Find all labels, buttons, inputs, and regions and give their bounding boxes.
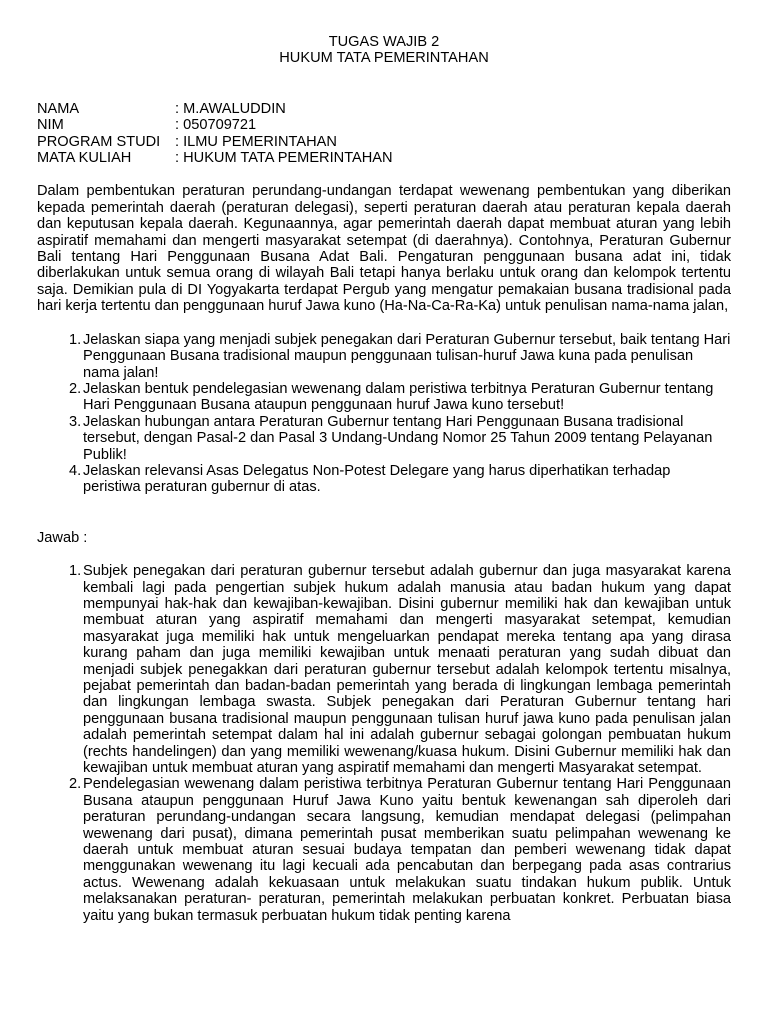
answer-heading: Jawab : bbox=[37, 529, 88, 546]
question-text: Jelaskan siapa yang menjadi subjek penegakan dari Peraturan Gubernur tersebut, baik tentang Hari Penggunaan Busana tradisional maupun penggunaan tulisan-huruf Jawa kuna pada penulisan nama jalan! bbox=[83, 331, 731, 381]
title-line-2: HUKUM TATA PEMERINTAHAN bbox=[279, 50, 489, 67]
question-text: Jelaskan hubungan antara Peraturan Gubernur tentang Hari Penggunaan Busana tradisional tersebut, dengan Pasal-2 dan Pasal 3 Undang-Undang Nomor 25 Tahun 2009 tentang Pelayanan Publik! bbox=[83, 413, 713, 463]
question-number: 3. bbox=[69, 413, 82, 430]
answer-number: 2. bbox=[69, 776, 82, 793]
answer-number: 1. bbox=[69, 563, 82, 580]
answer-item bbox=[37, 776, 731, 924]
title-line-1: TUGAS WAJIB 2 bbox=[328, 34, 440, 50]
answer-text: Subjek penegakan dari peraturan gubernur tersebut adalah gubernur dan juga masyarakat karena kembali lagi pada pengertian subjek hukum adalah manusia atau badan hukum yang dapat mempunyai hak-hak dan kewajiban-kewajiban. Disini gubernur memiliki hak dan kewajiban untuk membuat aturan yang aspiratif memahami dan mengerti masyarakat setempat, kemudian masyarakat juga memiliki hak untuk mengeluarkan pendapat mereka tentang apa yang dirasa kurang paham dan juga memiliki kewajiban untuk menaati peraturan yang sudah dibuat dan menjadi subjek penegakkan dari peraturan gubernur tersebut adalah kelompok tertentu misalnya, pejabat pemerintah dan badan-badan pemerintah yang berada di lingkungan lembaga pemerintah dan lingkungan lembaga swasta. Subjek penegakan dari Peraturan Gubernur tentang hari penggunaan busana tradisional maupun penggunaan tulisan huruf jawa kuno pada penulisan jalan adalah pemerintah setempat dalam hal ini adalah gubernur sebagai golongan pembuatan hukum (rechts handelingen) dan yang memiliki wewenang/kuasa hukum. Disini Gubernur memiliki hak dan kewajiban untuk membuat aturan yang aspiratif memahami dan mengerti Masyarakat setempat. bbox=[83, 563, 731, 777]
info-label: PROGRAM STUDI bbox=[37, 133, 161, 150]
question-number: 1. bbox=[69, 331, 82, 348]
info-label: MATA KULIAH bbox=[37, 150, 132, 167]
question-number: 4. bbox=[69, 462, 82, 479]
question-number: 2. bbox=[69, 380, 82, 397]
info-value: : ILMU PEMERINTAHAN bbox=[175, 133, 337, 150]
info-row-nama bbox=[37, 101, 731, 117]
question-item bbox=[37, 463, 731, 496]
question-item bbox=[37, 381, 731, 414]
info-row-mata-kuliah bbox=[37, 150, 731, 166]
question-item bbox=[37, 332, 731, 381]
question-item bbox=[37, 414, 731, 463]
info-row-nim bbox=[37, 117, 731, 133]
info-value: : 050709721 bbox=[175, 117, 257, 134]
info-label: NIM bbox=[37, 117, 64, 134]
info-row-program-studi bbox=[37, 134, 731, 150]
answer-list bbox=[37, 563, 731, 924]
student-info bbox=[37, 101, 731, 167]
question-text: Jelaskan relevansi Asas Delegatus Non-Potest Delegare yang harus diperhatikan terhadap peristiwa peraturan gubernur di atas. bbox=[83, 462, 671, 496]
document-title bbox=[37, 34, 731, 67]
intro-paragraph: Dalam pembentukan peraturan perundang-undangan terdapat wewenang pembentukan yang diberikan kepada pemerintah daerah (peraturan delegasi), seperti peraturan daerah atau peraturan kepala daerah dan keputusan kepala daerah. Kegunaannya, agar pemerintah daerah dapat membuat aturan yang lebih aspiratif memahami dan mengerti masyarakat setempat (di daerahnya). Contohnya, Peraturan Gubernur Bali tentang Hari Penggunaan Busana Adat Bali. Pengaturan penggunaan busana adat ini, tidak diberlakukan untuk semua orang di wilayah Bali tetapi hanya berlaku untuk orang dan kelompok tertentu saja. Demikian pula di DI Yogyakarta terdapat Pergub yang mengatur pemakaian busana tradisional pada hari kerja tertentu dan penggunaan huruf Jawa kuno (Ha-Na-Ca-Ra-Ka) untuk penulisan nama-nama jalan, bbox=[37, 183, 731, 315]
answer-item bbox=[37, 563, 731, 776]
question-text: Jelaskan bentuk pendelegasian wewenang dalam peristiwa terbitnya Peraturan Gubernur tentang Hari Penggunaan Busana ataupun penggunaan huruf Jawa kuno tersebut! bbox=[83, 380, 714, 414]
info-value: : M.AWALUDDIN bbox=[175, 100, 286, 117]
answer-text: Pendelegasian wewenang dalam peristiwa terbitnya Peraturan Gubernur tentang Hari Penggunaan Busana ataupun penggunaan Huruf Jawa Kuno yaitu bentuk kewenangan sah diperoleh dari peraturan perundang-undangan secara langsung, kemudian mendapat delegasi (pelimpahan wewenang dari pusat), dimana pemerintah pusat memberikan suatu pelimpahan wewenang ke daerah untuk membuat aturan sesuai budaya tempatan dan pemberi wewenang tidak dapat menggunakan wewenang itu lagi kecuali ada pencabutan dan berpegang pada asas contrarius actus. Wewenang adalah kekuasaan untuk melakukan suatu tindakan hukum publik. Untuk melaksanakan peraturan- peraturan, pemerintah melakukan perbuatan konkret. Perbuatan biasa yaitu yang bukan termasuk perbuatan hukum tidak penting karena bbox=[83, 776, 731, 924]
info-value: : HUKUM TATA PEMERINTAHAN bbox=[175, 150, 393, 167]
question-list bbox=[37, 332, 731, 496]
info-label: NAMA bbox=[37, 100, 80, 117]
